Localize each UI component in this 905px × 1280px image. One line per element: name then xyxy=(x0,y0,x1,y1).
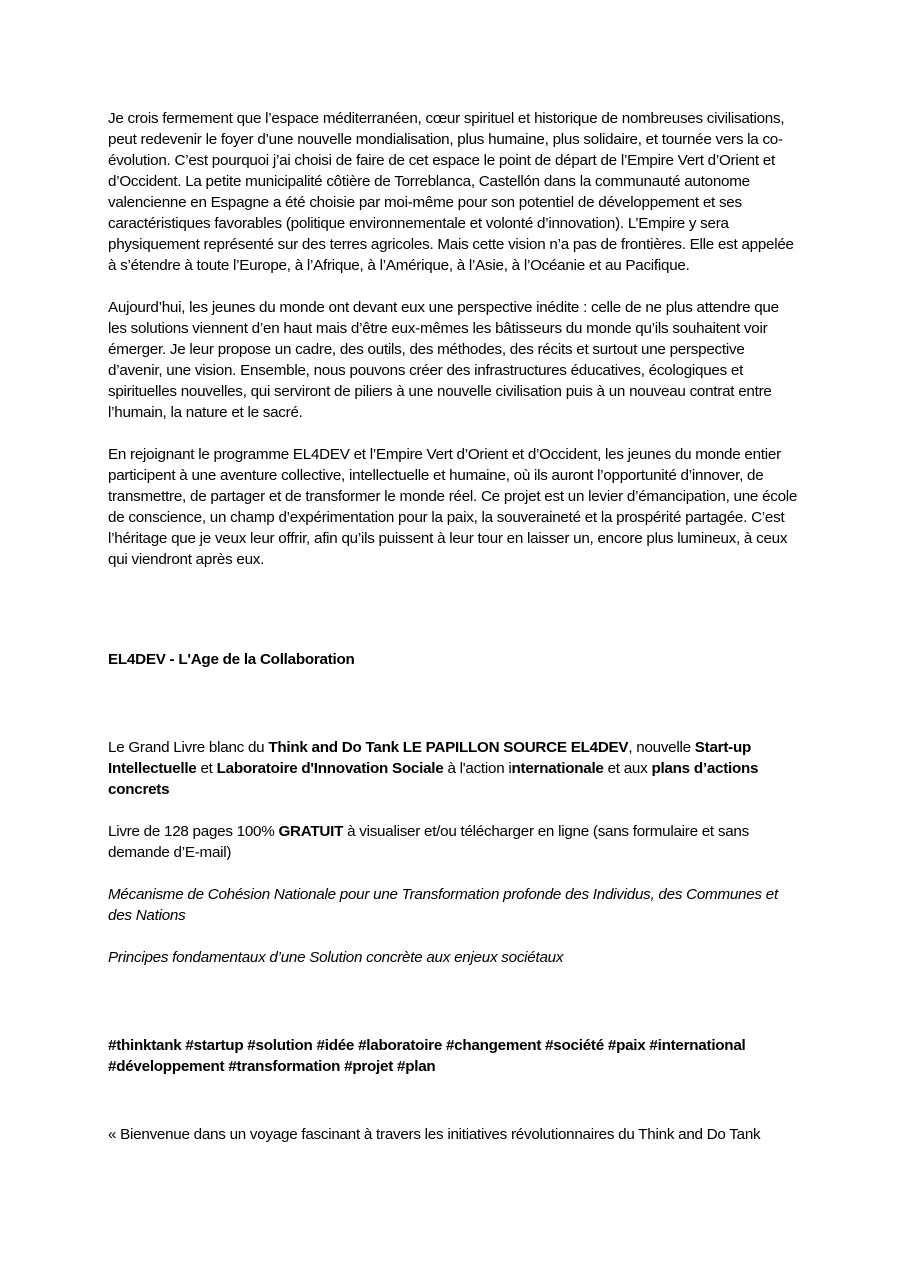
intro-bold-laboratory: Laboratoire d'Innovation Sociale xyxy=(216,760,444,777)
quote-welcome: « Bienvenue dans un voyage fascinant à travers les initiatives révolutionnaires du Think and Do Tank xyxy=(108,1126,761,1143)
section-heading: EL4DEV - L'Age de la Collaboration xyxy=(108,651,355,668)
book-text-2: à visualiser et/ou télécharger en ligne (sans formulaire et sans demande d’E-mail) xyxy=(108,823,749,861)
intro-bold-international: nternationale xyxy=(511,760,604,777)
paragraph-mediterranean: Je crois fermement que l’espace méditerranéen, cœur spirituel et historique de nombreuses civilisations, peut redevenir le foyer d’une nouvelle mondialisation, plus humaine, plus solidaire, et tournée vers la co-évolution. C’est pourquoi j’ai choisi de faire de cet espace le point de départ de l’Empire Vert d’Orient et d’Occident. La petite municipalité côtière de Torreblanca, Castellón dans la communauté autonome valencienne en Espagne a été choisie par moi-même pour son potentiel de développement et ses caractéristiques favorables (politique environnementale et volonté d’innovation). L’Empire y sera physiquement représenté sur des terres agricoles. Mais cette vision n’a pas de frontières. Elle est appelée à s’étendre à toute l’Europe, à l’Afrique, à l’Amérique, à l’Asie, à l’Océanie et au Pacifique. xyxy=(108,110,794,274)
intro-text-3: et xyxy=(196,760,217,777)
document-page xyxy=(108,108,798,1145)
intro-text-2: , nouvelle xyxy=(628,739,695,756)
intro-text-1: Le Grand Livre blanc du xyxy=(108,739,269,756)
intro-bold-action-plans: plans d’actions concrets xyxy=(108,760,759,798)
book-bold-free: GRATUIT xyxy=(278,823,344,840)
book-text-1: Livre de 128 pages 100% xyxy=(108,823,279,840)
italic-subtitle-principles: Principes fondamentaux d’une Solution concrète aux enjeux sociétaux xyxy=(108,949,564,966)
hashtags-line: #thinktank #startup #solution #idée #laboratoire #changement #société #paix #international #développement #transformation #projet #plan xyxy=(108,1037,746,1075)
paragraph-book-info xyxy=(108,821,798,863)
paragraph-youth: Aujourd’hui, les jeunes du monde ont devant eux une perspective inédite : celle de ne plus attendre que les solutions viennent d’en haut mais d’être eux-mêmes les bâtisseurs du monde qu’ils souhaitent voir émerger. Je leur propose un cadre, des outils, des méthodes, des récits et surtout une perspective d’avenir, une vision. Ensemble, nous pouvons créer des infrastructures éducatives, écologiques et spirituelles nouvelles, qui serviront de piliers à une nouvelle civilisation puis à un nouveau contrat entre l’humain, la nature et le sacré. xyxy=(108,299,779,421)
italic-subtitle-mechanism: Mécanisme de Cohésion Nationale pour une Transformation profonde des Individus, des Communes et des Nations xyxy=(108,886,778,924)
intro-text-4: à l'action i xyxy=(443,760,512,777)
intro-bold-think-tank: Think and Do Tank LE PAPILLON SOURCE EL4DEV xyxy=(268,739,629,756)
intro-text-5: et aux xyxy=(603,760,652,777)
paragraph-white-book xyxy=(108,737,798,800)
paragraph-program: En rejoignant le programme EL4DEV et l’Empire Vert d’Orient et d’Occident, les jeunes du monde entier participent à une aventure collective, intellectuelle et humaine, où ils auront l’opportunité d’innover, de transmettre, de partager et de transformer le monde réel. Ce projet est un levier d’émancipation, une école de conscience, un champ d’expérimentation pour la paix, la souveraineté et la prospérité partagée. C’est l’héritage que je veux leur offrir, afin qu’ils puissent à leur tour en laisser un, encore plus lumineux, à ceux qui viendront après eux. xyxy=(108,446,798,568)
intro-bold-startup: Start-up Intellectuelle xyxy=(108,739,752,777)
